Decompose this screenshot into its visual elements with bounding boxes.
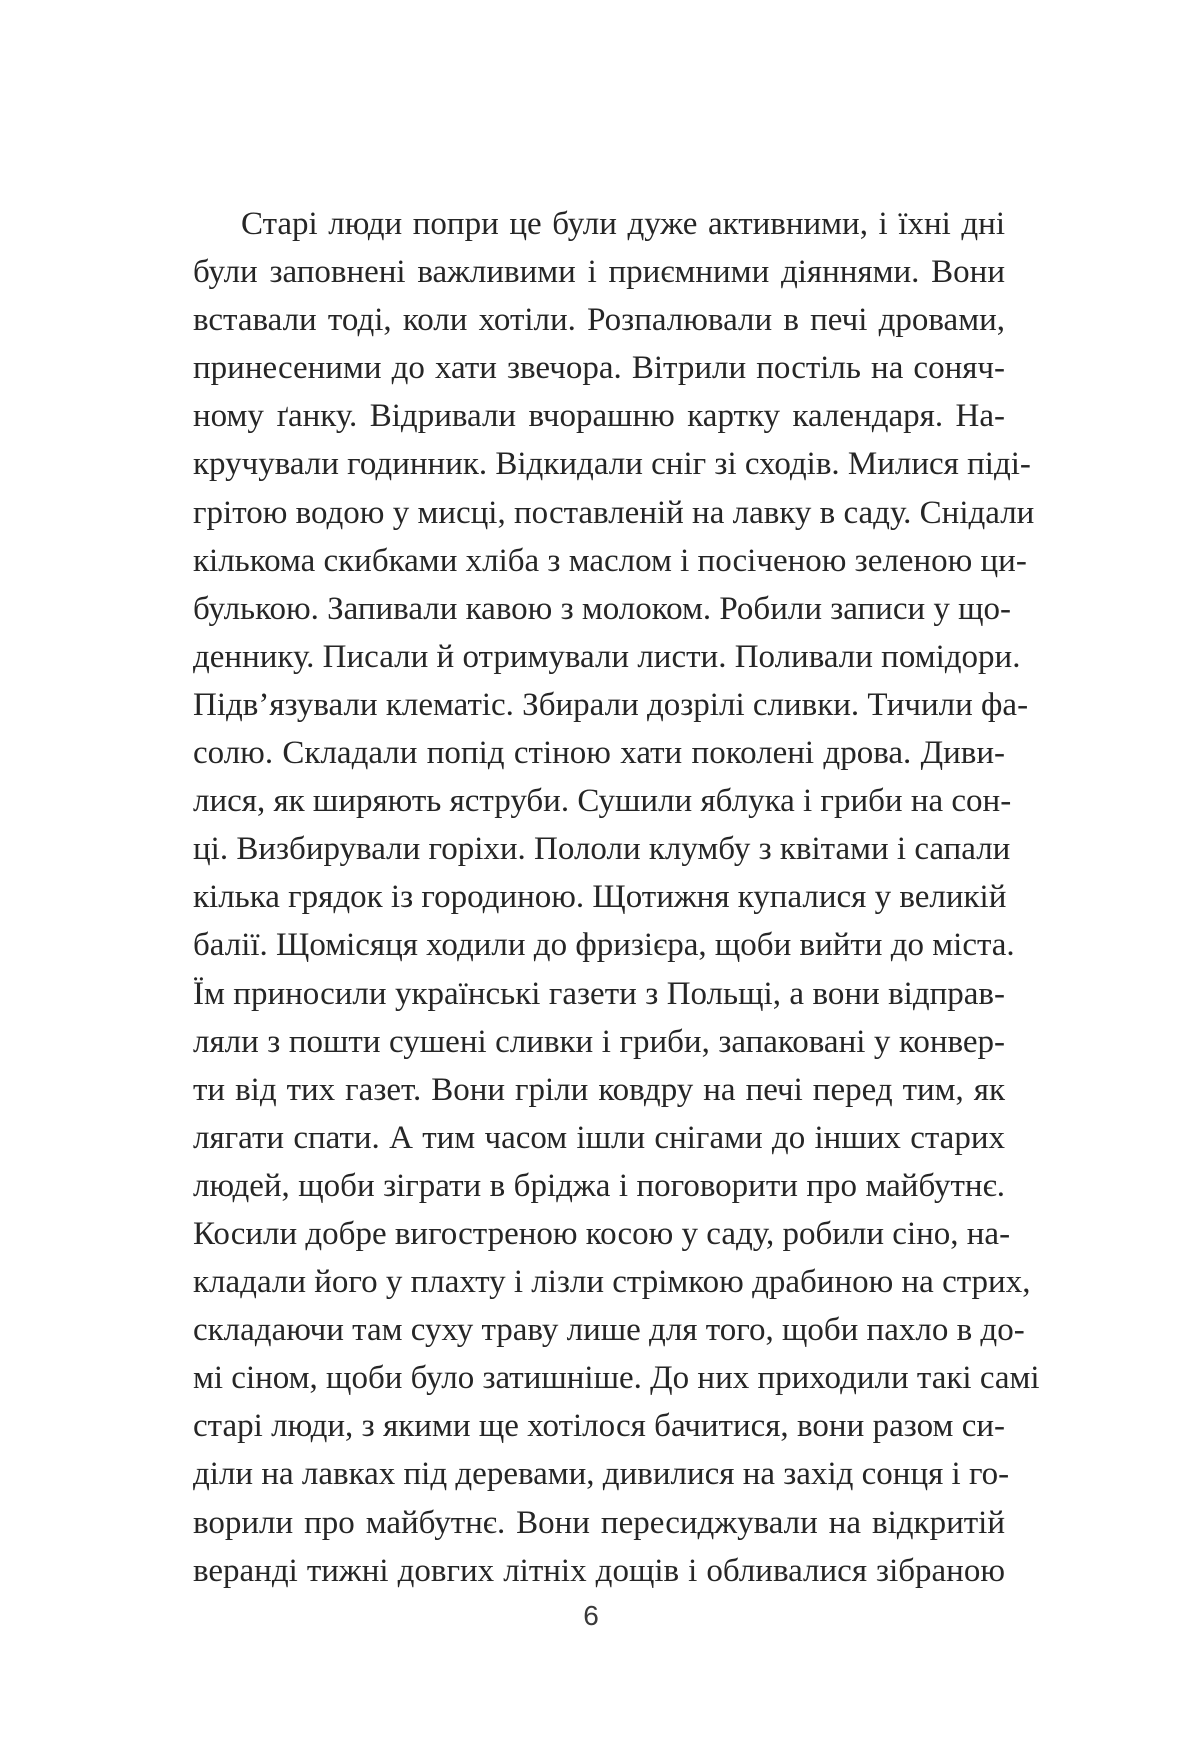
text-line: кручували годинник. Відкидали сніг зі сходів. Милися піді- xyxy=(193,446,1031,483)
text-line: Їм приносили українські газети з Польщі, а вони відправ- xyxy=(193,975,1005,1012)
text-line: Підв’язували клематіс. Збирали дозрілі сливки. Тичили фа- xyxy=(193,686,1029,723)
text-line: кладали його у плахту і лізли стрімкою драбиною на стрих, xyxy=(193,1264,1031,1301)
text-line: кілька грядок із городиною. Щотижня купалися у великій xyxy=(193,879,1007,916)
text-line: Старі люди попри це були дуже активними, і їхні дні xyxy=(241,206,1005,242)
text-line: грітою водою у мисці, поставленій на лавку в саду. Снідали xyxy=(193,494,1035,531)
text-line: булькою. Запивали кавою з молоком. Робили записи у що- xyxy=(193,590,1012,627)
text-line: балії. Щомісяця ходили до фризієра, щоби вийти до міста. xyxy=(193,927,1015,964)
text-line: ляли з пошти сушені сливки і гриби, запаковані у конвер- xyxy=(193,1023,1005,1060)
page-number: 6 xyxy=(583,1600,599,1631)
text-line: лися, як ширяють яструби. Сушили яблука і гриби на сон- xyxy=(193,783,1012,820)
text-line: старі люди, з якими ще хотілося бачитися, вони разом си- xyxy=(193,1408,1005,1445)
text-line: деннику. Писали й отримували листи. Поливали помідори. xyxy=(193,638,1021,675)
body-paragraph xyxy=(193,200,1040,1595)
text-line: солю. Складали попід стіною хати поколені дрова. Диви- xyxy=(193,735,1005,772)
text-line: мі сіном, щоби було затишніше. До них приходили такі самі xyxy=(193,1360,1040,1397)
text-line: ному ґанку. Відривали вчорашню картку календаря. На- xyxy=(193,398,1005,435)
text-line: вставали тоді, коли хотіли. Розпалювали в печі дровами, xyxy=(193,302,1005,339)
text-line: ці. Визбирували горіхи. Пололи клумбу з квітами і сапали xyxy=(193,831,1011,868)
text-line: кількома скибками хліба з маслом і посіченою зеленою ци- xyxy=(193,542,1027,579)
text-line: людей, щоби зіграти в бріджа і поговорити про майбутнє. xyxy=(193,1167,1005,1204)
text-line: принесеними до хати звечора. Вітрили постіль на соняч- xyxy=(193,350,1005,387)
text-line: веранді тижні довгих літніх дощів і обливалися зібраною xyxy=(193,1552,1005,1589)
text-line: лягати спати. А тим часом ішли снігами до інших старих xyxy=(193,1119,1005,1156)
text-line: Косили добре вигостреною косою у саду, робили сіно, на- xyxy=(193,1215,1011,1252)
text-line: ти від тих газет. Вони гріли ковдру на печі перед тим, як xyxy=(193,1071,1005,1108)
text-line: ворили про майбутнє. Вони пересиджували на відкритій xyxy=(193,1504,1005,1541)
text-line: були заповнені важливими і приємними діяннями. Вони xyxy=(193,254,1005,291)
text-line: складаючи там суху траву лише для того, щоби пахло в до- xyxy=(193,1312,1025,1349)
text-line: діли на лавках під деревами, дивилися на захід сонця і го- xyxy=(193,1456,1010,1493)
